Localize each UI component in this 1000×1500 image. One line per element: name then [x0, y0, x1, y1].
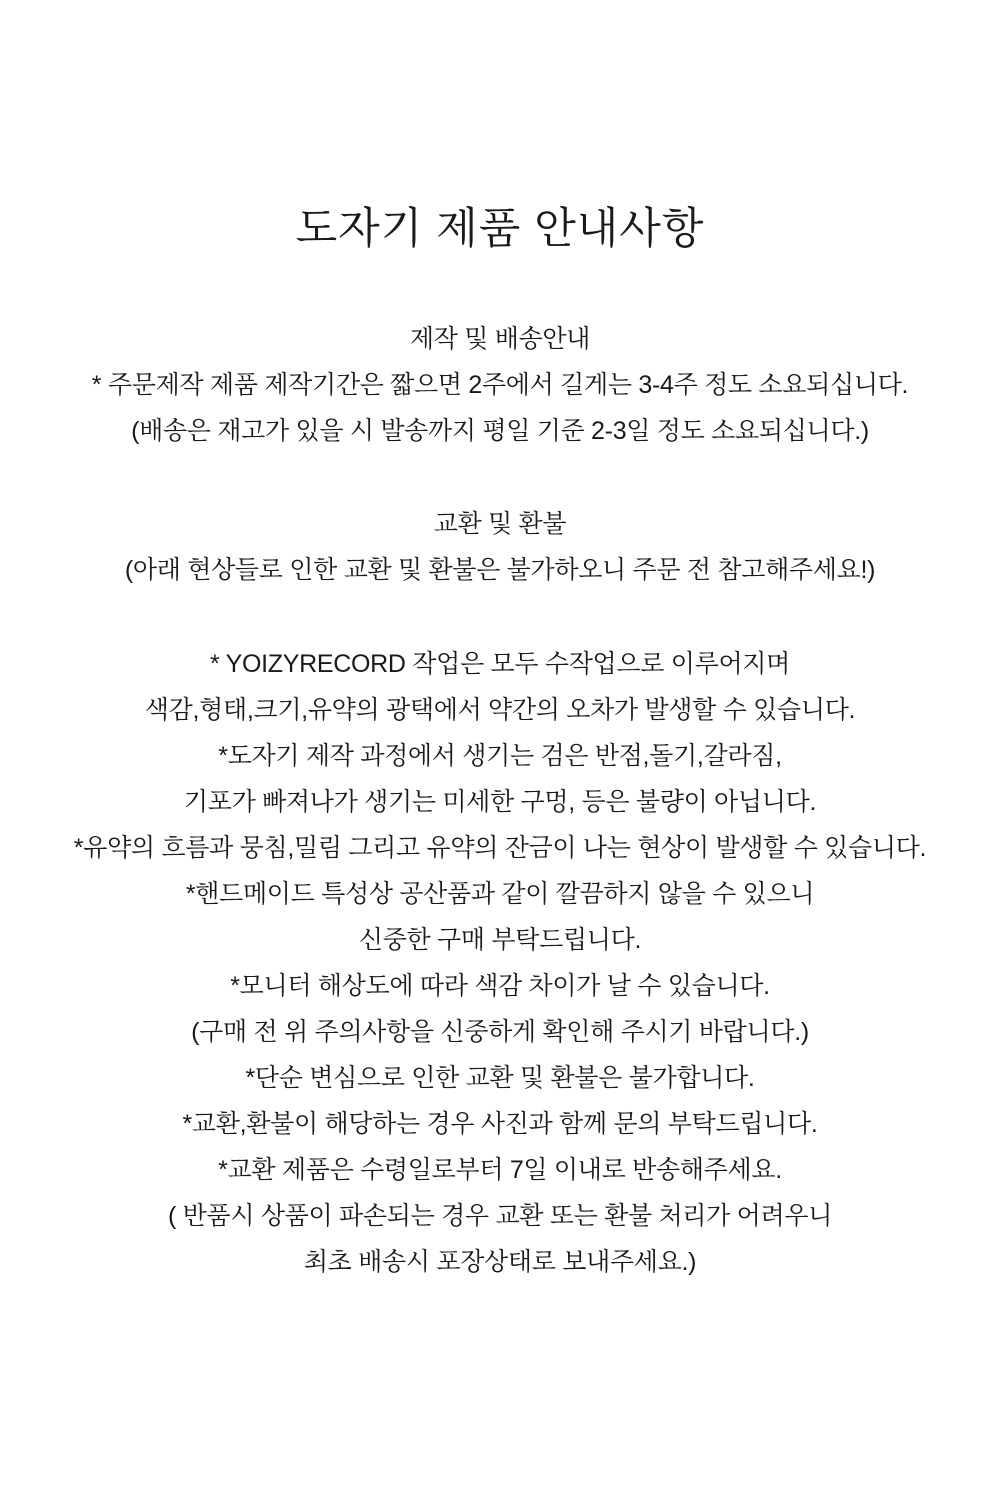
- notice-line: * 주문제작 제품 제작기간은 짧으면 2주에서 길게는 3-4주 정도 소요되십니다.: [91, 371, 909, 399]
- notice-line: *핸드메이드 특성상 공산품과 같이 깔끔하지 않을 수 있으니: [185, 880, 815, 908]
- notice-line: *유약의 흐름과 뭉침,밀림 그리고 유약의 잔금이 나는 현상이 발생할 수 있습니다.: [73, 834, 927, 862]
- notice-line: *단순 변심으로 인한 교환 및 환불은 불가합니다.: [245, 1064, 755, 1092]
- production-shipping-heading: 제작 및 배송안내: [409, 325, 591, 353]
- page-title: 도자기 제품 안내사항: [295, 205, 705, 253]
- notice-line: (배송은 재고가 있을 시 발송까지 평일 기준 2-3일 정도 소요되십니다.): [131, 417, 869, 445]
- notice-line: (아래 현상들로 인한 교환 및 환불은 불가하오니 주문 전 참고해주세요!): [124, 556, 876, 584]
- notice-line: *교환 제품은 수령일로부터 7일 이내로 반송해주세요.: [218, 1156, 782, 1184]
- notice-line: 색감,형태,크기,유약의 광택에서 약간의 오차가 발생할 수 있습니다.: [144, 696, 856, 724]
- notice-line: 기포가 빠져나가 생기는 미세한 구멍, 등은 불량이 아닙니다.: [183, 788, 817, 816]
- notice-line: *모니터 해상도에 따라 색감 차이가 날 수 있습니다.: [230, 972, 770, 1000]
- section-exchange-refund: [0, 501, 1000, 593]
- section-exchange-refund-details: [0, 641, 1000, 1285]
- notice-line: ( 반품시 상품이 파손되는 경우 교환 또는 환불 처리가 어려우니: [167, 1202, 833, 1230]
- section-production-shipping: [0, 316, 1000, 454]
- notice-line: *교환,환불이 해당하는 경우 사진과 함께 문의 부탁드립니다.: [182, 1110, 818, 1138]
- notice-line: 최초 배송시 포장상태로 보내주세요.): [303, 1248, 697, 1276]
- notice-line: *도자기 제작 과정에서 생기는 검은 반점,돌기,갈라짐,: [218, 742, 782, 770]
- notice-line: (구매 전 위 주의사항을 신중하게 확인해 주시기 바랍니다.): [191, 1018, 809, 1046]
- notice-line: * YOIZYRECORD 작업은 모두 수작업으로 이루어지며: [209, 650, 790, 678]
- notice-line: 신중한 구매 부탁드립니다.: [358, 926, 642, 954]
- exchange-refund-heading: 교환 및 환불: [433, 510, 567, 538]
